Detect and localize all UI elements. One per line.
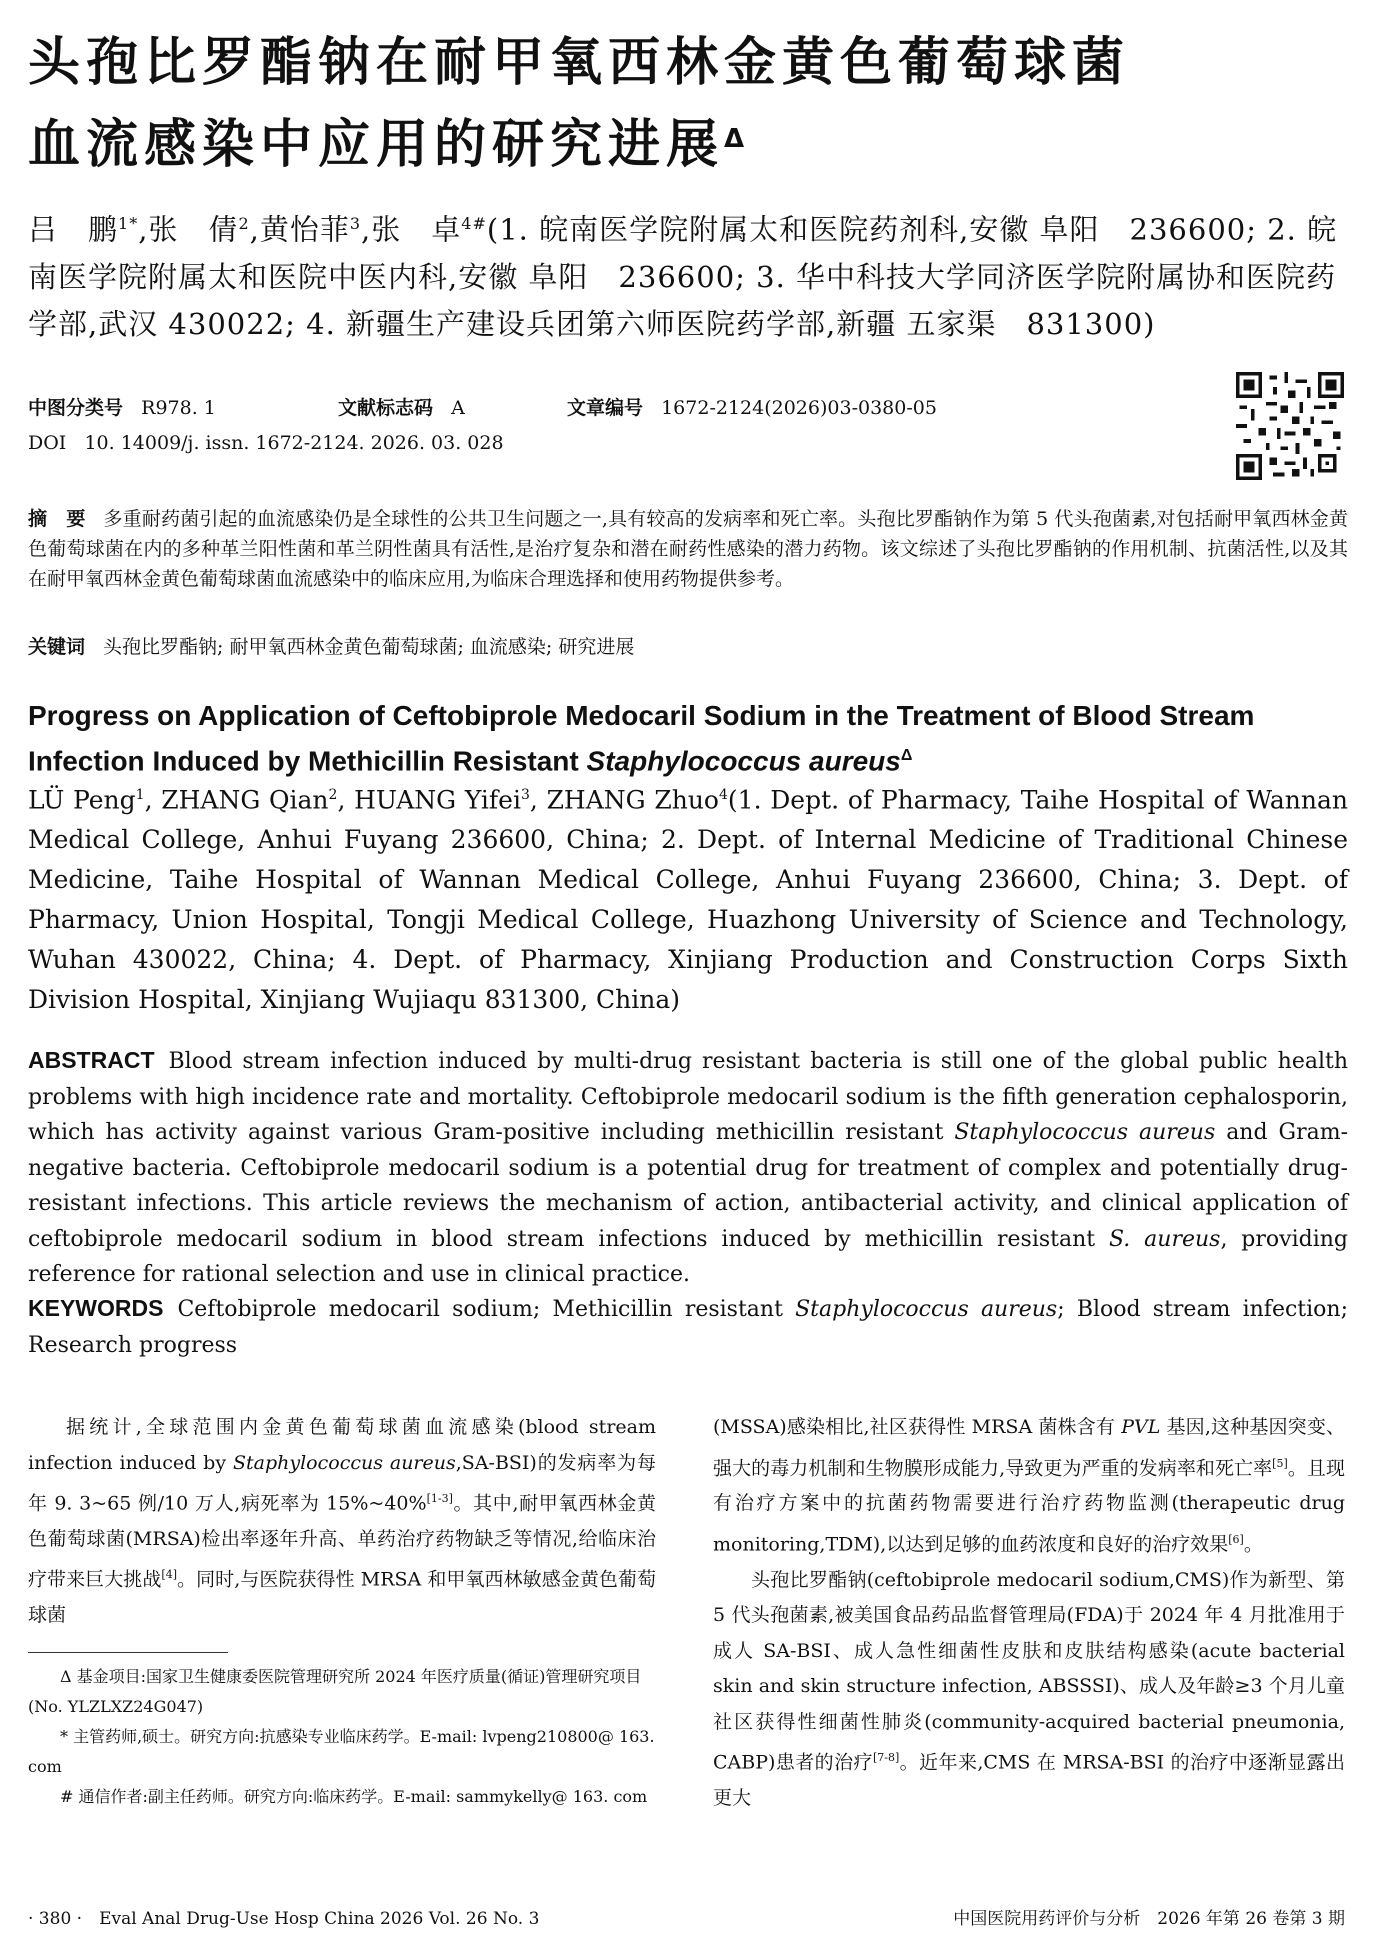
authors-cn: 吕 鹏$^{1*}$,张 倩$^2$,黄怡菲$^3$,张 卓$^{4\#}$(1. 皖南医学院附属太和医院药剂科,安徽 阜阳 236600; 2. 皖南医学院附属太和医院中医内科,安徽 阜阳 236600; 3. 华中科技大学同济医学院附属协和医院药学部,武汉 430022; 4. 新疆生产建设兵团第六师医院药学部,新疆 五家渠 831300): [28, 212, 1338, 341]
author-3: 黄怡菲: [259, 212, 350, 247]
keywords-cn-label: 关键词: [28, 636, 86, 658]
doi-label: DOI: [28, 432, 67, 454]
clc-label: 中图分类号: [28, 397, 124, 419]
title-line-2: [28, 104, 1348, 186]
affiliations-cn: (1. 皖南医学院附属太和医院药剂科,安徽 阜阳 236600; 2. 皖南医学院附属太和医院中医内科,安徽 阜阳 236600; 3. 华中科技大学同济医学院附属协和医院药学部,武汉 430022; 4. 新疆生产建设兵团第六师医院药学部,新疆 五家渠 831300): [28, 212, 1338, 341]
keywords-cn-text: 头孢比罗酯钠; 耐甲氧西林金黄色葡萄球菌; 血流感染; 研究进展: [103, 636, 635, 658]
p1-text-b: ,SA-BSI)的发病率为每年 9. 3~65 例/10 万人,病死率为 15%~40%: [28, 1451, 656, 1515]
keywords-en: [28, 1291, 1348, 1363]
en-author-4-sup: 4: [719, 787, 728, 803]
title-line-2-text: 血流感染中应用的研究进展: [28, 115, 725, 175]
author-4: 张 卓: [371, 212, 462, 247]
en-author-3: , HUANG Yifei: [337, 785, 521, 815]
en-author-2: , ZHANG Qian: [144, 785, 329, 815]
affiliations-en: (1. Dept. of Pharmacy, Taihe Hospital of Wannan Medical College, Anhui Fuyang 236600, China; 2. Dept. of Internal Medicine of Traditional Chinese Medicine, Taihe Hospital of Wannan Medical College, Anhui Fuyang 236600, China; 3. Dept. of Pharmacy, Union Hospital, Tongji Medical College, Huazhong University of Science and Technology, Wuhan 430022, China; 4. Dept. of Pharmacy, Xinjiang Production and Construction Corps Sixth Division Hospital, Xinjiang Wujiaqu 831300, China): [28, 785, 1348, 1015]
p2-text-a: (MSSA)感染相比,社区获得性 MRSA 菌株含有: [713, 1416, 1122, 1438]
citation-4[interactable]: [4]: [161, 1568, 177, 1582]
body-paragraph-3: [713, 1563, 1345, 1817]
keywords-en-label: KEYWORDS: [28, 1295, 164, 1321]
funding-mark: Δ: [724, 124, 745, 154]
article-no-value: 1672-2124(2026)03-0380-05: [661, 397, 937, 419]
classification-line: [28, 393, 937, 420]
abstract-en-t2: and Gram-negative bacteria. Ceftobiprole medocaril sodium is a potential drug for treatment of complex and potentially drug-resistant infections. This article reviews the mechanism of action, antibacterial activity, and clinical application of ceftobiprole medocaril sodium in blood stream infections induced by methicillin resistant: [28, 1120, 1349, 1252]
abstract-en-species-2: S. aureus: [1109, 1226, 1221, 1252]
body-paragraph-2: [713, 1410, 1345, 1563]
citation-1-3[interactable]: [1-3]: [426, 1492, 453, 1505]
footnote-divider: [28, 1652, 228, 1653]
abstract-en-species-1: Staphylococcus aureus: [954, 1120, 1216, 1145]
author-1-sup: 1*: [118, 214, 139, 233]
p1-text-d: 。同时,与医院获得性 MRSA 和甲氧西林敏感金黄色葡萄球菌: [28, 1568, 656, 1627]
article-title: [28, 22, 1348, 186]
citation-7-8[interactable]: [7-8]: [872, 1751, 900, 1765]
page-footer-left: · 380 · Eval Anal Drug-Use Hosp China 2026 Vol. 26 No. 3: [28, 1909, 540, 1929]
keywords-en-t1: Ceftobiprole medocaril sodium; Methicillin resistant: [177, 1297, 796, 1322]
doc-code-label: 文献标志码: [337, 397, 433, 419]
author-2-sup: 2: [238, 214, 250, 233]
p1-species: Staphylococcus aureus: [232, 1451, 456, 1474]
abstract-en-t1: Blood stream infection induced by multi-drug resistant bacteria is still one of the global public health problems with high incidence rate and mortality. Ceftobiprole medocaril sodium is the fifth generation cephalosporin, which has activity against various Gram-positive including methicillin resistant: [28, 1049, 1348, 1145]
en-author-1: LÜ Peng: [28, 785, 136, 815]
page-footer-right: 中国医院用药评价与分析 2026 年第 26 卷第 3 期: [953, 1909, 1345, 1929]
en-author-1-sup: 1: [135, 787, 145, 803]
body-paragraph-1: [28, 1410, 656, 1634]
body-column-right: [713, 1410, 1345, 1816]
p2-gene: PVL: [1121, 1416, 1161, 1438]
qr-code[interactable]: [1236, 372, 1344, 480]
clc-value: R978. 1: [141, 397, 216, 419]
en-title-line-1: Progress on Application of Ceftobiprole Medocaril Sodium in the Treatment of Blood Stream: [28, 700, 1255, 731]
footnotes: [28, 1662, 656, 1812]
footnote-author: * 主管药师,硕士。研究方向:抗感染专业临床药学。E-mail: lvpeng210800@ 163. com: [28, 1727, 655, 1776]
abstract-en-label: ABSTRACT: [28, 1047, 155, 1073]
p3-text-a: 头孢比罗酯钠(ceftobiprole medocaril sodium,CMS)作为新型、第 5 代头孢菌素,被美国食品药品监督管理局(FDA)于 2024 年 4 月批准用于成人 SA-BSI、成人急性细菌性皮肤和皮肤结构感染(acute bacterial skin and skin structure infection, ABSSSI)、成人及年龄≥3 个月儿童社区获得性细菌性肺炎(community-acquired bacterial pneumonia, CABP)患者的治疗: [713, 1568, 1345, 1774]
keywords-en-t2: ; Blood stream infection; Research progress: [28, 1297, 1348, 1358]
keywords-cn: [28, 632, 1348, 662]
doi-value: 10. 14009/j. issn. 1672-2124. 2026. 03. 028: [84, 432, 504, 454]
english-title: [28, 696, 1348, 781]
abstract-cn-label: 摘 要: [28, 508, 86, 530]
p3-text-b: 。近年来,CMS 在 MRSA-BSI 的治疗中逐渐显露出更大: [713, 1751, 1345, 1809]
citation-6[interactable]: [6]: [1228, 1532, 1244, 1546]
doi-line: [28, 432, 504, 454]
article-no-label: 文章编号: [566, 397, 643, 419]
en-title-species: Staphylococcus aureus: [586, 745, 901, 777]
p2-text-d: 。: [1243, 1533, 1263, 1556]
keywords-en-species: Staphylococcus aureus: [795, 1297, 1058, 1322]
title-line-1: 头孢比罗酯钠在耐甲氧西林金黄色葡萄球菌: [28, 33, 1131, 93]
abstract-cn: [28, 504, 1348, 594]
abstract-en-t3: , providing reference for rational selection and use in clinical practice.: [28, 1226, 1348, 1287]
en-title-line-2a: Infection Induced by Methicillin Resistant: [28, 745, 587, 777]
p1-text-c: 。其中,耐甲氧西林金黄色葡萄球菌(MRSA)检出率逐年升高、单药治疗药物缺乏等情况,给临床治疗带来巨大挑战: [28, 1492, 657, 1591]
author-4-sup: 4#: [461, 214, 487, 233]
authors-en: [28, 775, 1348, 1020]
en-author-2-sup: 2: [328, 787, 338, 803]
author-3-sup: 3: [349, 214, 362, 233]
abstract-en: [28, 1043, 1348, 1293]
doc-code-value: A: [451, 397, 465, 419]
p2-text-c: 。且现有治疗方案中的抗菌药物需要进行治疗药物监测(therapeutic drug monitoring,TDM),以达到足够的血药浓度和良好的治疗效果: [713, 1456, 1345, 1556]
abstract-cn-text: 多重耐药菌引起的血流感染仍是全球性的公共卫生问题之一,具有较高的发病率和死亡率。头孢比罗酯钠作为第 5 代头孢菌素,对包括耐甲氧西林金黄色葡萄球菌在内的多种革兰阳性菌和革兰阴性菌具有活性,是治疗复杂和潜在耐药性感染的潜力药物。该文综述了头孢比罗酯钠的作用机制、抗菌活性,以及其在耐甲氧西林金黄色葡萄球菌血流感染中的临床应用,为临床合理选择和使用药物提供参考。: [28, 508, 1348, 590]
footnote-corresponding: # 通信作者:副主任药师。研究方向:临床药学。E-mail: sammykelly@ 163. com: [60, 1787, 648, 1806]
citation-5[interactable]: [5]: [1272, 1456, 1288, 1470]
en-funding-mark: Δ: [900, 747, 913, 764]
p2-text-b: 基因,这种基因突变、强大的毒力机制和生物膜形成能力,导致更为严重的发病率和死亡率: [713, 1416, 1345, 1479]
en-author-3-sup: 3: [520, 787, 530, 803]
author-1: 吕 鹏: [28, 212, 119, 247]
en-author-4: , ZHANG Zhuo: [529, 785, 719, 815]
body-column-left: [28, 1410, 656, 1634]
author-2: 张 倩: [148, 212, 239, 247]
footnote-funding: Δ 基金项目:国家卫生健康委医院管理研究所 2024 年医疗质量(循证)管理研究项目(No. YLZLXZ24G047): [28, 1667, 642, 1716]
p1-text-a: 据统计,全球范围内金黄色葡萄球菌血流感染(blood stream infection induced by: [28, 1416, 656, 1474]
